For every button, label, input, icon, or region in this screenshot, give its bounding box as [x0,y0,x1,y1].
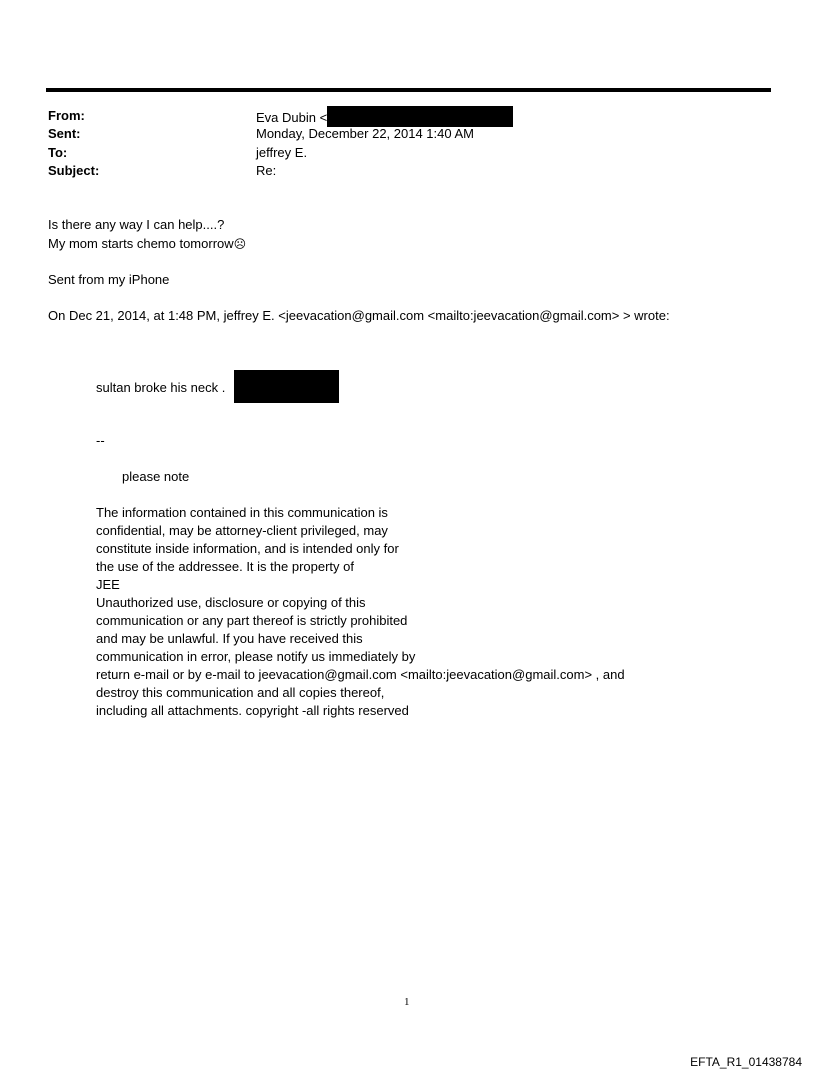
sent-value: Monday, December 22, 2014 1:40 AM [256,126,474,141]
from-name: Eva Dubin < [256,109,328,125]
subject-value: Re: [256,163,277,178]
subject-label: Subject: [48,163,100,178]
disclaimer-line: communication in error, please notify us immediately by [96,649,416,664]
page-number: 1 [404,996,410,1008]
disclaimer-line: the use of the addressee. It is the property of [96,559,354,574]
disclaimer-line: return e-mail or by e-mail to jeevacation@gmail.com <mailto:jeevacation@gmail.com> , and [96,667,625,682]
body-line-2 [48,236,246,251]
disclaimer-line: confidential, may be attorney-client privileged, may [96,523,388,538]
document-id: EFTA_R1_01438784 [690,1055,802,1069]
disclaimer-line: JEE [96,577,120,592]
signature: Sent from my iPhone [48,272,170,287]
disclaimer [96,504,625,720]
disclaimer-line: Unauthorized use, disclosure or copying of this [96,595,366,610]
quote-header: On Dec 21, 2014, at 1:48 PM, jeffrey E. <jeevacation@gmail.com <mailto:jeevacation@gmail.com> > wrote: [48,308,670,323]
redaction-box [234,370,339,403]
disclaimer-line: including all attachments. copyright -all rights reserved [96,703,409,718]
to-value: jeffrey E. [256,145,308,160]
disclaimer-line: and may be unlawful. If you have received this [96,631,363,646]
to-label: To: [48,145,68,160]
disclaimer-line: communication or any part thereof is strictly prohibited [96,613,408,628]
sent-label: Sent: [48,126,81,141]
body-line-1: Is there any way I can help....? [48,217,225,232]
disclaimer-line: destroy this communication and all copies thereof, [96,685,385,700]
disclaimer-line: constitute inside information, and is intended only for [96,541,399,556]
header-rule [46,88,771,92]
sad-face-icon: ☹ [233,237,247,251]
redaction-box [327,106,513,127]
body-line-2-text: My mom starts chemo tomorrow [48,236,234,251]
disclaimer-line: The information contained in this communication is [96,505,388,520]
separator: -- [96,433,105,448]
from-label: From: [48,108,85,123]
please-note: please note [122,469,190,484]
quoted-message: sultan broke his neck . [96,380,226,395]
